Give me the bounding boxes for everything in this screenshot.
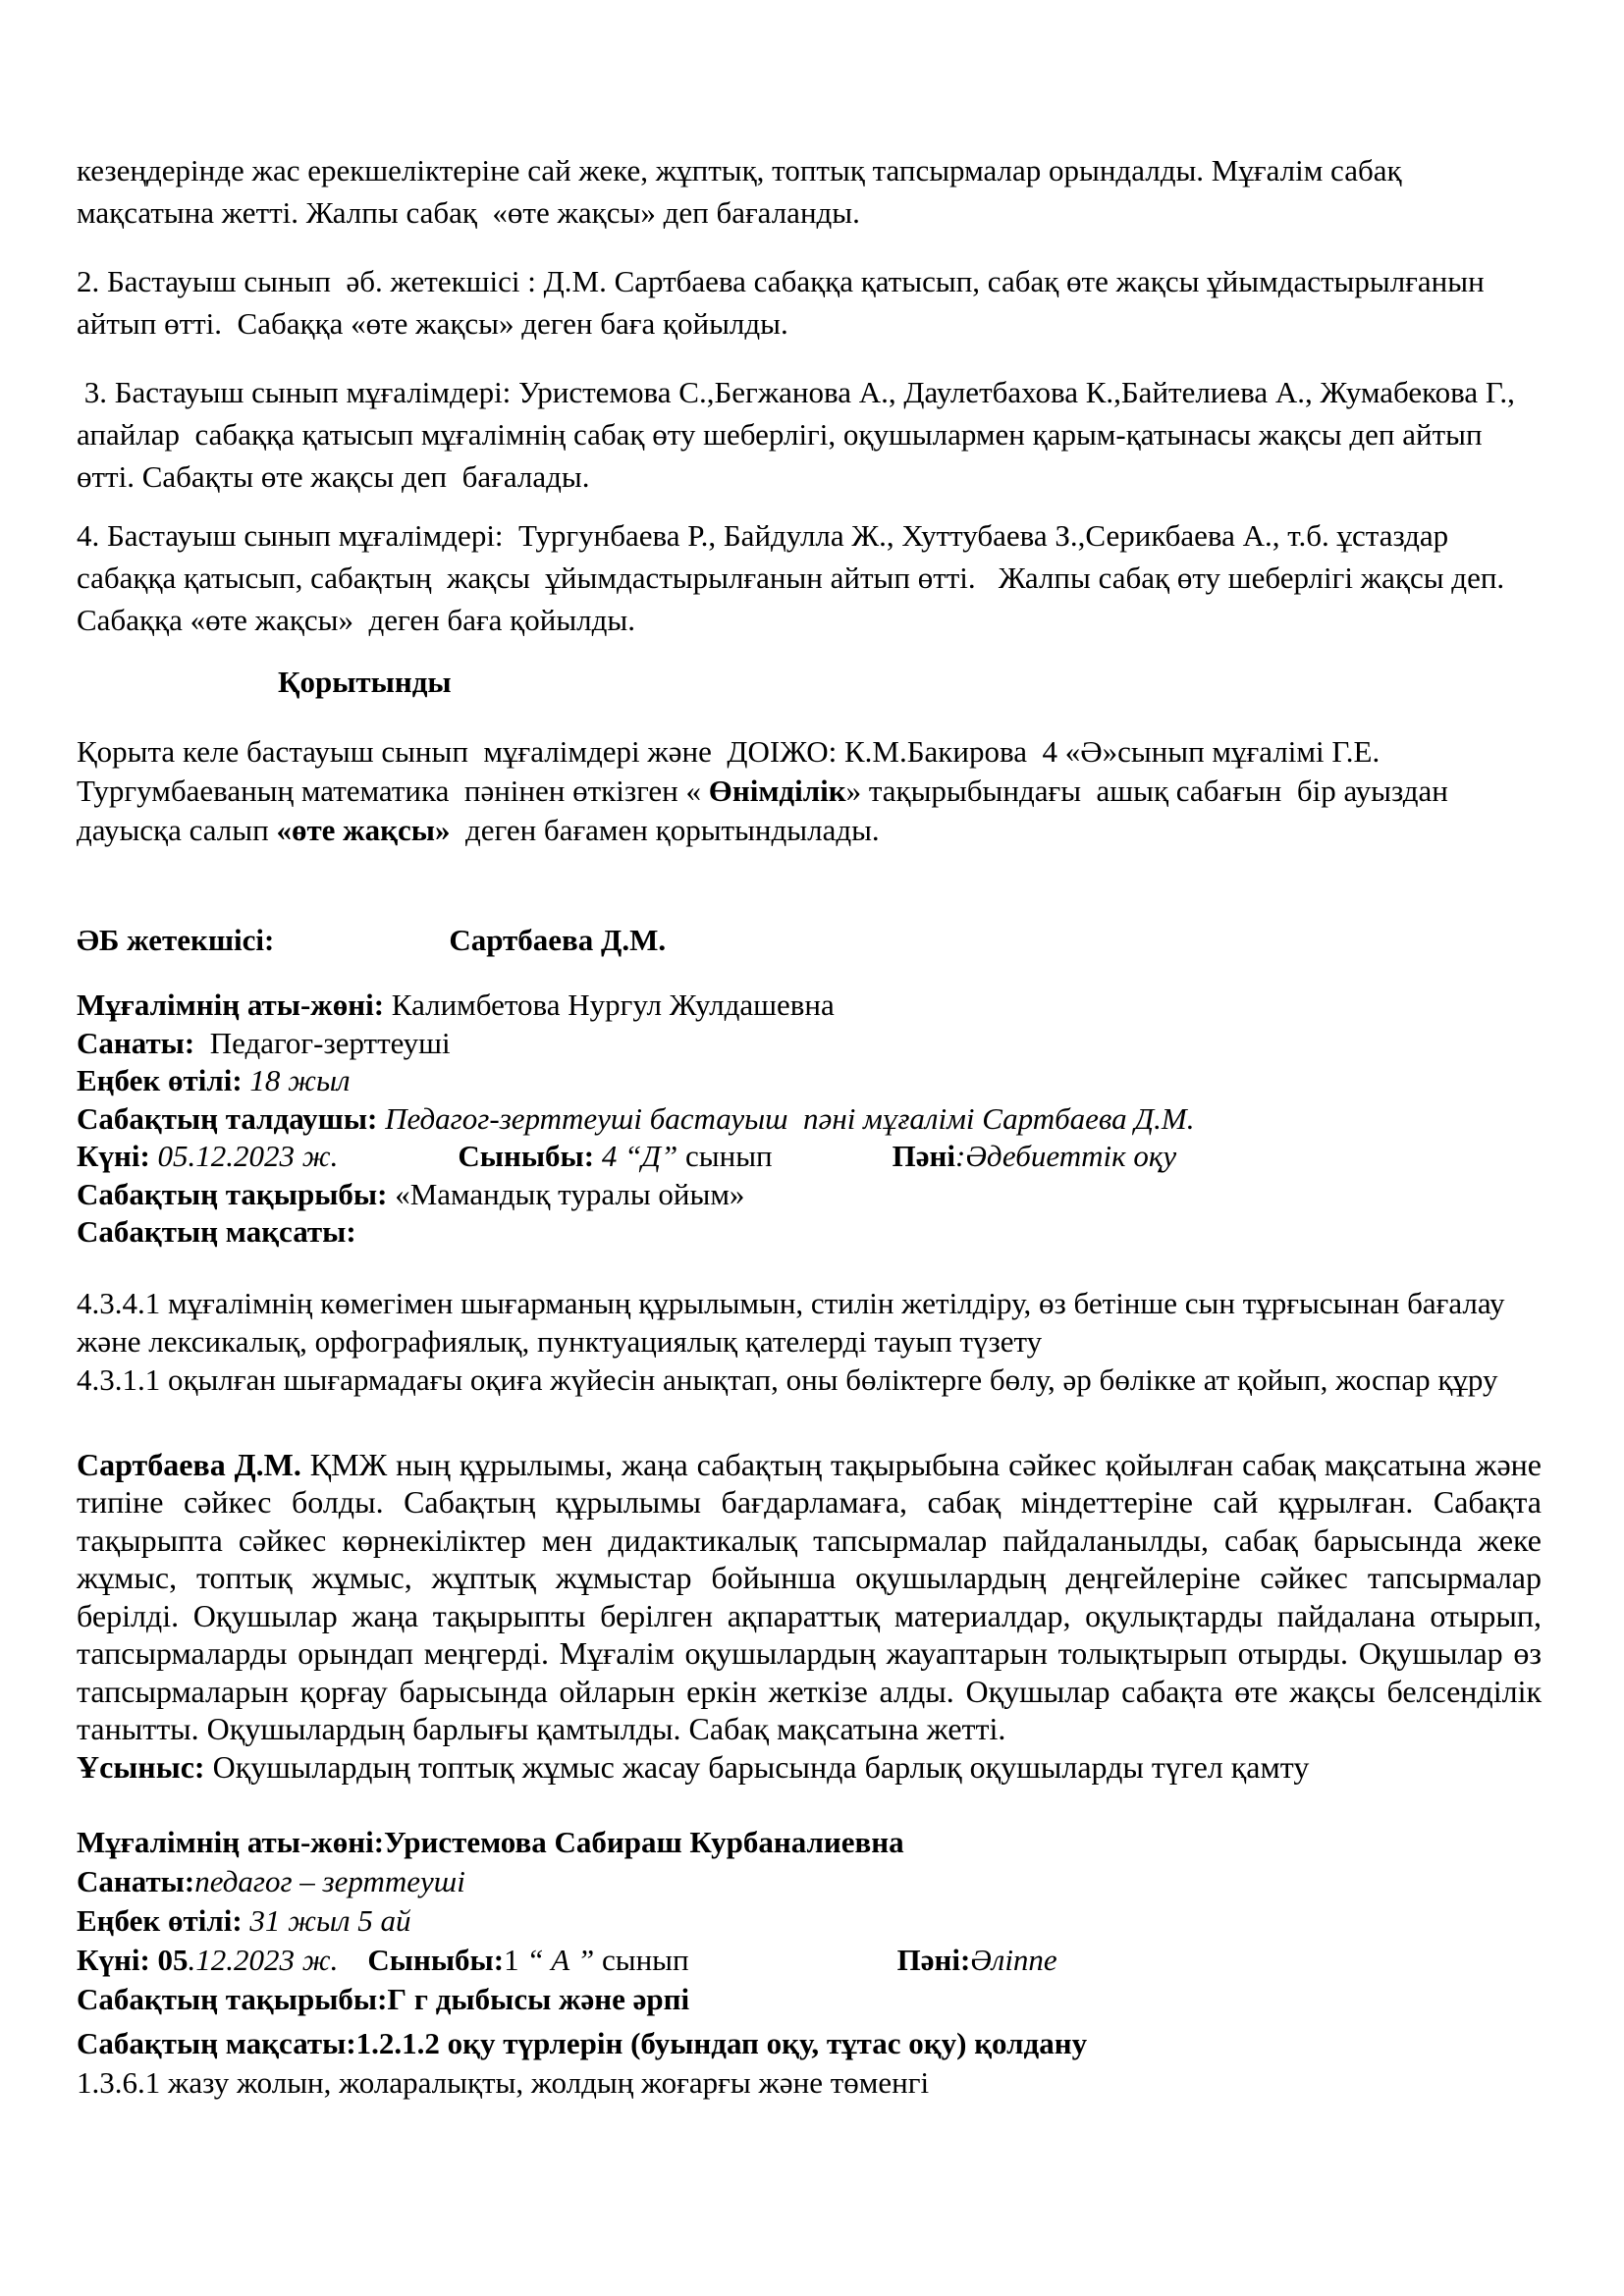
category-value: Педагог-зерттеуші [194,1025,451,1060]
teacher2-objective-line: 1.3.6.1 жазу жолын, жоларалықты, жолдың жоғарғы және төменгі [77,2065,930,2100]
teacher1-category-line [77,1025,1542,1063]
objective-2: 4.3.1.1 оқылған шығармадағы оқиға жүйесін анықтап, оны бөліктерге бөлу, әр бөлікке ат қойып, жоспар құру [77,1362,1498,1397]
analysis-paragraph [77,1446,1542,1748]
analysis-body: ҚМЖ ның құрылымы, жаңа сабақтың тақырыбына сәйкес қойылған сабақ мақсатына және типіне сәйкес болды. Сабақтың құрылымы бағдарламаға, сабақ міндеттеріне сай құрылған. Сабақта тақырыпта сәйкес көрнекіліктер мен дидактикалық тапсырмалар пайдаланылды, сабақ барысында жеке жұмыс, топтық жұмыс, жұптық жұмыстар бойынша оқушылардың деңгейлеріне сәйкес тапсырмалар берілді. Оқушылар жаңа тақырыпты берілген ақпараттық материалдар, оқулықтарды пайдалана отырып, тапсырмаларды орындап меңгерді. Мұғалім оқушылардың жауаптарын толықтырып отырды. Оқушылар өз тапсырмаларын қорғау барысында ойларын еркін жеткізе алды. Оқушылар сабақта өте жақсы белсенділік танытты. Оқушылардың барлығы қамтылды. Сабақ мақсатына жетті. [77,1446,1543,1746]
suggestion-line [77,1748,1542,1787]
subject-value: :Әдебиеттік оқу [955,1139,1177,1173]
teacher-name-label: Мұғалімнің аты-жөні: [77,988,385,1022]
teacher1-info-block [77,987,1542,1252]
teacher1-experience-line [77,1062,1542,1100]
teacher1-date-line [77,1138,1542,1176]
topic-value: «Мамандық туралы ойым» [387,1176,745,1211]
teacher-name-value: Калимбетова Нургул Жулдашевна [384,988,835,1022]
subject-label: Пәні: [896,1943,971,1977]
signature-name: Сартбаева Д.М. [449,923,667,957]
category-label: Санаты: [77,1864,195,1898]
class-value-regular: сынып [594,1943,689,1977]
analysis-author: Сартбаева Д.М. [77,1446,301,1482]
teacher1-name-line [77,987,1542,1025]
conclusion-topic-bold: Өнімділік [708,774,846,808]
experience-label: Еңбек өтілі: [77,1063,243,1097]
teacher2-goal-line: Сабақтың мақсаты:1.2.1.2 оқу түрлерін (буындап оқу, тұтас оқу) қолдану [77,2026,1088,2060]
objectives-block [77,1284,1542,1399]
class-label: Сыныбы: [458,1139,595,1173]
subject-label: Пәні [892,1139,955,1173]
conclusion-text: деген бағамен қорытындылады. [450,813,880,847]
class-number: 1 [504,1943,519,1977]
category-label: Санаты: [77,1025,195,1060]
class-value-italic: “ А ” [518,1943,595,1977]
class-value-italic: 4 “Д” [594,1139,678,1173]
analyst-value: Педагог-зерттеуші бастауыш пәні мұғалімі Сартбаева Д.М. [377,1100,1195,1136]
suggestion-label: Ұсыныс: [77,1748,205,1785]
topic-label: Сабақтың тақырыбы: [77,1176,388,1211]
suggestion-value: Оқушылардың топтық жұмыс жасау барысында барлық оқушыларды түгел қамту [204,1748,1310,1785]
date-value: 05.12.2023 ж. [149,1139,339,1173]
teacher2-category-line [77,1862,1542,1901]
teacher2-experience-line [77,1901,1542,1941]
signature-line [77,919,1542,961]
teacher1-analyst-line [77,1100,1542,1139]
teacher1-topic-line [77,1176,1542,1214]
class-value-regular: сынып [677,1139,773,1173]
date-label: Күні: 05 [77,1943,189,1977]
experience-value: 18 жыл [242,1063,351,1097]
objective-1: 4.3.4.1 мұғалімнің көмегімен шығарманың құрылымын, стилін жетілдіру, өз бетінше сын тұрғысынан бағалау және лексикалық, орфографиялық, пунктуациялық қателерді тауып түзету [77,1285,1513,1359]
subject-value: Әліппе [970,1943,1057,1977]
teacher1-goal-label: Сабақтың мақсаты: [77,1214,356,1249]
conclusion-text: Қорыта келе бастауыш сынып мұғалімдері және ДОІЖО: К.М.Бакирова 4 «Ә»сынып мұғалімі Г.Е. Тургумбаеваның математика пәнінен өткізген « [77,734,1387,808]
teacher2-name-line: Мұғалімнің аты-жөні:Уристемова Сабираш Курбаналиевна [77,1825,904,1859]
teacher2-topic-line: Сабақтың тақырыбы:Г г дыбысы және әрпі [77,1982,690,2016]
paragraph-conclusion [77,732,1542,850]
date-label: Күні: [77,1139,150,1173]
signature-label: ӘБ жетекшісі: [77,923,275,957]
paragraph-intro: кезеңдерінде жас ерекшеліктеріне сай жеке, жұптық, топтық тапсырмалар орындалды. Мұғалім сабақ мақсатына жетті. Жалпы сабақ «өте жақсы» деп бағаланды. [77,153,1410,230]
paragraph-item-3: 3. Бастауыш сынып мұғалімдері: Уристемова С.,Бегжанова А., Даулетбахова К.,Байтелиева А., Жумабекова Г., апайлар сабаққа қатысып мұғалімнің сабақ өту шеберлігі, оқушылармен қарым-қатынасы жақсы деп айтып өтті. Сабақты өте жақсы деп бағалады. [77,375,1523,494]
category-value: педагог – зерттеуші [194,1864,465,1898]
teacher2-date-line [77,1941,1542,1980]
conclusion-text: » тақырыбындағы ашық сабағын бір ауыздан дауысқа салып [77,774,1456,847]
date-value: .12.2023 ж. [188,1943,339,1977]
analyst-label: Сабақтың талдаушы: [77,1100,378,1136]
experience-value: 31 жыл 5 ай [242,1903,411,1938]
class-label: Сыныбы: [367,1943,505,1977]
experience-label: Еңбек өтілі: [77,1903,243,1938]
paragraph-item-4: 4. Бастауыш сынып мұғалімдері: Тургунбаева Р., Байдулла Ж., Хуттубаева З.,Серикбаева А., т.б. ұстаздар сабаққа қатысып, сабақтың жақсы ұйымдастырылғанын айтып өтті. Жалпы сабақ өту шеберлігі жақсы деп. Сабаққа «өте жақсы» деген баға қойылды. [77,518,1512,637]
teacher2-info-block [77,1823,1542,2103]
conclusion-grade-bold: «өте жақсы» [276,813,451,847]
paragraph-item-2: 2. Бастауыш сынып әб. жетекшісі : Д.М. Сартбаева сабаққа қатысып, сабақ өте жақсы ұйымдастырылғанын айтып өтті. Сабаққа «өте жақсы» деген баға қойылды. [77,264,1492,341]
heading-conclusion: Қорытынды [278,665,452,699]
analysis-block [77,1446,1542,1787]
